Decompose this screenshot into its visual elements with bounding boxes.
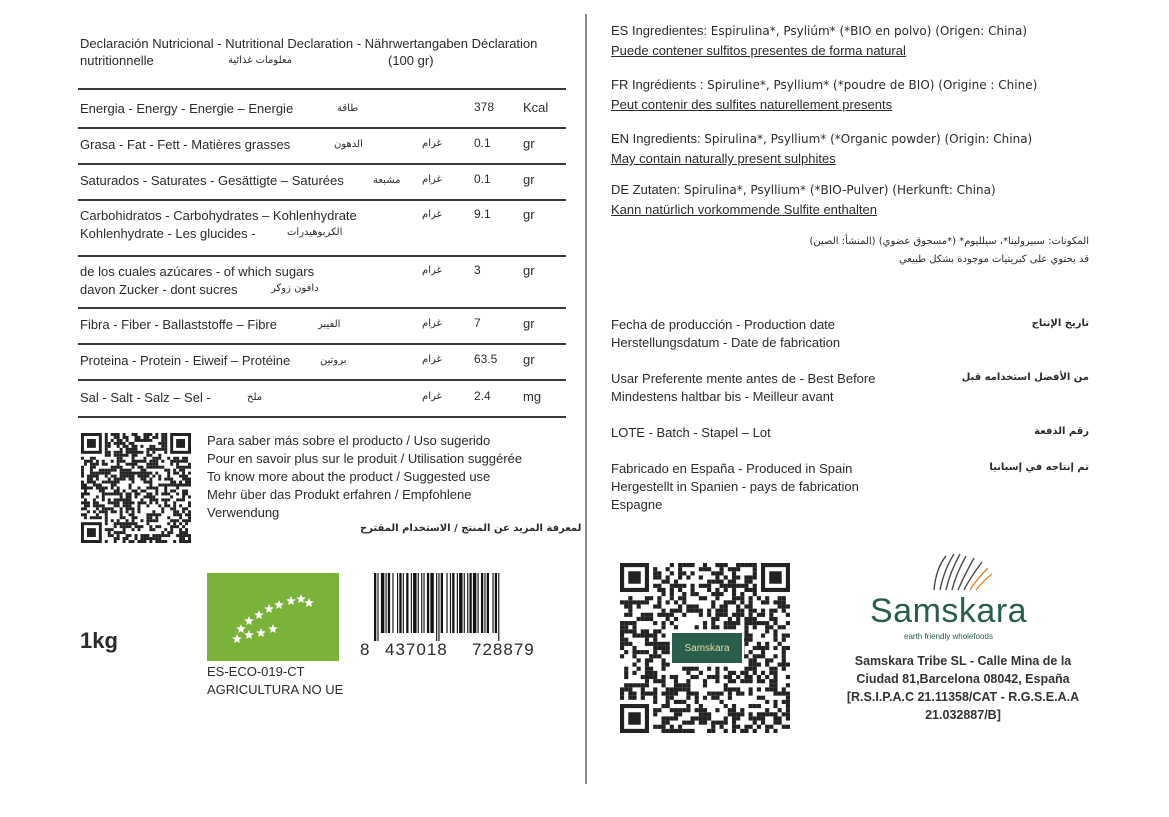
qr-info-ar: لمعرفة المزيد عن المنتج / الاستخدام المقترح (360, 523, 582, 534)
info-label-ar: تاريخ الإنتاج (1031, 318, 1089, 329)
nutrient-label: Energia - Energy - Energie – Energie (80, 101, 294, 116)
ingredient-allergen-note: May contain naturally present sulphites (611, 151, 836, 166)
info-label: Fabricado en España - Produced in Spain (611, 461, 853, 476)
nutrient-unit: mg (523, 388, 542, 404)
nutrient-label-ar: بروتين (320, 355, 347, 366)
info-label: Mindestens haltbar bis - Meilleur avant (611, 389, 834, 404)
info-label: LOTE - Batch - Stapel – Lot (611, 425, 771, 440)
ingredient-lang-head: ES Ingredientes: (611, 23, 708, 38)
ingredient-list: Spiruline*, Psyllium* (*poudre de BIO) (Origine : Chine) (707, 78, 1038, 92)
nutrient-value: 378 (474, 100, 495, 114)
gram-unit-ar: غرام (422, 354, 442, 365)
info-label: Fecha de producción - Production date (611, 317, 836, 332)
panel-divider (585, 14, 587, 784)
nutrient-label: Carbohidratos - Carbohydrates – Kohlenhydrate (80, 208, 357, 223)
table-rule (78, 416, 566, 418)
gram-unit-ar: غرام (422, 318, 442, 329)
nutrient-label-ar: الدهون (334, 139, 363, 150)
qr-info-line: To know more about the product / Suggested use (207, 469, 491, 484)
info-label: Hergestellt in Spanien - pays de fabrication (611, 479, 859, 494)
table-rule (78, 307, 566, 309)
eco-origin: AGRICULTURA NO UE (207, 682, 344, 697)
nutrient-label: Sal - Salt - Salz – Sel - (80, 389, 211, 405)
nutrition-title-fr: nutritionnelle (80, 53, 154, 68)
brand-qr-code[interactable] (620, 563, 790, 733)
nutrition-title: Declaración Nutricional - Nutritional Declaration - Nährwertangaben Déclaration (80, 36, 538, 51)
nutrient-unit: gr (523, 316, 535, 331)
gram-unit-ar: غرام (422, 174, 442, 185)
ingredient-line (611, 22, 1027, 40)
qr-info-text (207, 432, 522, 522)
nutrition-per: (100 gr) (388, 53, 434, 68)
brand-block (838, 548, 1088, 728)
info-label-ar: من الأفضل استخدامه قبل (961, 372, 1089, 383)
barcode-digits-3: 728879 (472, 640, 535, 659)
nutrient-label-2: Kohlenhydrate - Les glucides - (80, 226, 256, 241)
table-top-rule (78, 88, 566, 90)
barcode-digit-1: 8 (360, 640, 370, 659)
ingredient-lang-head: FR Ingrédients : (611, 77, 704, 92)
ingredient-lang-head: DE Zutaten: (611, 182, 681, 197)
barcode-digits-2: 437018 (385, 640, 448, 659)
info-label: Espagne (611, 497, 663, 512)
table-rule (78, 199, 566, 201)
info-label-ar: رقم الدفعة (1034, 426, 1089, 437)
brand-tagline: earth friendly wholefoods (904, 632, 993, 641)
gram-unit-ar: غرام (422, 209, 442, 220)
qr-info-line: Mehr über das Produkt erfahren / Empfohlene (207, 487, 472, 502)
nutrient-value: 2.4 (474, 388, 491, 403)
nutrient-value: 3 (474, 263, 481, 277)
nutrient-value: 0.1 (474, 136, 491, 150)
qr-badge-label: Samskara (684, 642, 730, 654)
ingredient-line (611, 181, 996, 199)
ingredient-list: Spirulina*, Psyllium* (*Organic powder) (Origin: China) (704, 132, 1033, 146)
nutrient-value: 0.1 (474, 172, 491, 186)
gram-unit-ar: غرام (422, 390, 442, 402)
nutrient-label-ar: دافون زوكر (271, 283, 319, 294)
nutrient-value: 7 (474, 316, 481, 330)
address-line: [R.S.I.P.A.C 21.11358/CAT - R.G.S.E.A.A (846, 690, 1080, 704)
nutrient-value: 63.5 (474, 352, 498, 366)
gram-unit-ar: غرام (422, 138, 442, 149)
nutrient-unit: gr (523, 136, 535, 151)
info-label: Herstellungsdatum - Date de fabrication (611, 335, 841, 350)
brand-address (838, 652, 1088, 724)
nutrient-value: 9.1 (474, 207, 491, 221)
nutrient-unit: gr (523, 207, 535, 222)
qr-brand-badge (670, 631, 744, 665)
nutrient-label: Fibra - Fiber - Ballaststoffe – Fibre (80, 317, 277, 332)
nutrient-unit: gr (523, 352, 535, 367)
nutrient-label-ar: مشبعة (373, 175, 401, 186)
info-label: Usar Preferente mente antes de - Best Before (611, 371, 876, 386)
nutrient-label-2: davon Zucker - dont sucres (80, 282, 238, 297)
nutrient-unit: Kcal (523, 100, 549, 115)
table-rule (78, 163, 566, 165)
ingredient-list: Espirulina*, Psyliúm* (*BIO en polvo) (Origen: China) (710, 24, 1028, 38)
ingredient-allergen-note: Kann natürlich vorkommende Sulfite enthalten (611, 202, 877, 217)
nutrient-label: Saturados - Saturates - Gesättigte – Saturées (80, 173, 344, 188)
nutrient-unit: gr (523, 172, 535, 187)
address-line: 21.032887/B] (925, 708, 1001, 722)
qr-info-line: Pour en savoir plus sur le produit / Utilisation suggérée (207, 451, 523, 466)
nutrient-label-ar: الكربوهيدرات (287, 227, 343, 238)
nutrient-label: Grasa - Fat - Fett - Matières grasses (80, 137, 291, 152)
leaf-stars-icon (207, 573, 339, 661)
nutrition-title-ar: معلومات غذائية (228, 55, 293, 66)
barcode (372, 573, 546, 641)
table-rule (78, 127, 566, 129)
ingredient-allergen-note: Puede contener sulfitos presentes de forma natural (611, 43, 906, 58)
nutrient-label-ar: طاقة (337, 103, 359, 114)
table-rule (78, 255, 566, 257)
ingredient-line (611, 130, 1032, 148)
nutrient-unit: gr (523, 263, 535, 278)
nutrient-label-ar: ملح (247, 391, 263, 403)
info-label-ar: تم إنتاجه في إسبانيا (989, 462, 1089, 473)
nutrient-label: Proteina - Protein - Eiweif – Protéine (80, 353, 291, 368)
ingredients-ar: المكونات: سبيرولينا*، سيلليوم* (*مسحوق عضوي) (المنشأ: الصين) (809, 236, 1089, 247)
ingredient-line (611, 76, 1037, 94)
ingredient-list: Spirulina*, Psyllium* (*BIO-Pulver) (Herkunft: China) (684, 183, 996, 197)
table-rule (78, 343, 566, 345)
gram-unit-ar: غرام (422, 265, 442, 276)
table-rule (78, 379, 566, 381)
qr-info-line: Verwendung (207, 505, 280, 520)
ingredient-lang-head: EN Ingredients: (611, 131, 701, 146)
address-line: Ciudad 81,Barcelona 08042, España (856, 672, 1070, 686)
qr-code[interactable] (81, 433, 191, 543)
address-line: Samskara Tribe SL - Calle Mina de la (854, 654, 1072, 668)
nutrient-label: de los cuales azúcares - of which sugars (80, 264, 315, 279)
ingredient-allergen-note: Peut contenir des sulfites naturellement presents (611, 97, 893, 112)
net-weight: 1kg (80, 628, 118, 653)
eu-organic-logo (207, 573, 339, 661)
nutrient-label-ar: الفيبر (318, 319, 341, 330)
eco-code: ES-ECO-019-CT (207, 664, 305, 679)
brand-name: Samskara (870, 592, 1028, 630)
spiral-logo-icon (926, 550, 996, 592)
ingredients-note-ar: قد يحتوي على كبريتيات موجودة بشكل طبيعي (898, 254, 1089, 265)
qr-info-line: Para saber más sobre el producto / Uso sugerido (207, 433, 491, 448)
